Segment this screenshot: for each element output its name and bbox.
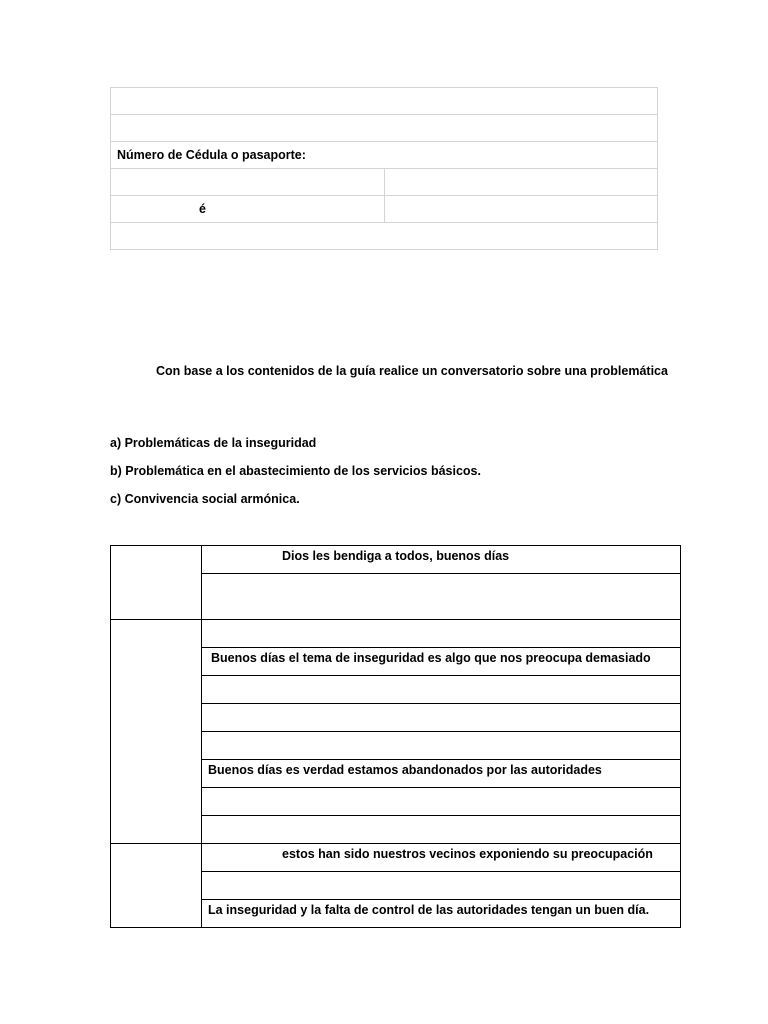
dialogue-empty-cell	[202, 816, 681, 844]
info-row	[111, 88, 658, 115]
dialogue-row	[111, 844, 681, 872]
dialogue-row	[111, 620, 681, 648]
info-fragment: é	[111, 196, 385, 223]
instruction-text: Con base a los contenidos de la guía realice un conversatorio sobre una problemática	[156, 364, 668, 378]
dialogue-empty-cell	[202, 676, 681, 704]
dialogue-line: Buenos días el tema de inseguridad es algo que nos preocupa demasiado	[202, 648, 681, 676]
option-c: c) Convivencia social armónica.	[110, 492, 300, 506]
info-row	[111, 142, 658, 169]
dialogue-line: Dios les bendiga a todos, buenos días	[202, 546, 681, 574]
info-row	[111, 223, 658, 250]
info-cell	[111, 169, 385, 196]
info-cell	[384, 169, 658, 196]
dialogue-empty-cell	[202, 788, 681, 816]
info-row	[111, 196, 658, 223]
cedula-label: Número de Cédula o pasaporte:	[111, 142, 658, 169]
dialogue-empty-cell	[202, 732, 681, 760]
info-row	[111, 115, 658, 142]
dialogue-line: Buenos días es verdad estamos abandonados por las autoridades	[202, 760, 681, 788]
speaker-cell	[111, 844, 202, 928]
option-a: a) Problemáticas de la inseguridad	[110, 436, 317, 450]
dialogue-table	[110, 545, 681, 928]
info-cell	[111, 223, 658, 250]
dialogue-row	[111, 546, 681, 574]
student-info-table	[110, 87, 658, 250]
info-cell	[111, 88, 658, 115]
dialogue-empty-cell	[202, 574, 681, 620]
dialogue-line: La inseguridad y la falta de control de las autoridades tengan un buen día.	[202, 900, 681, 928]
dialogue-empty-cell	[202, 872, 681, 900]
speaker-cell	[111, 546, 202, 620]
dialogue-empty-cell	[202, 620, 681, 648]
speaker-cell	[111, 620, 202, 844]
info-cell	[384, 196, 658, 223]
dialogue-empty-cell	[202, 704, 681, 732]
info-cell	[111, 115, 658, 142]
info-row	[111, 169, 658, 196]
dialogue-line: estos han sido nuestros vecinos exponiendo su preocupación	[202, 844, 681, 872]
option-b: b) Problemática en el abastecimiento de los servicios básicos.	[110, 464, 481, 478]
